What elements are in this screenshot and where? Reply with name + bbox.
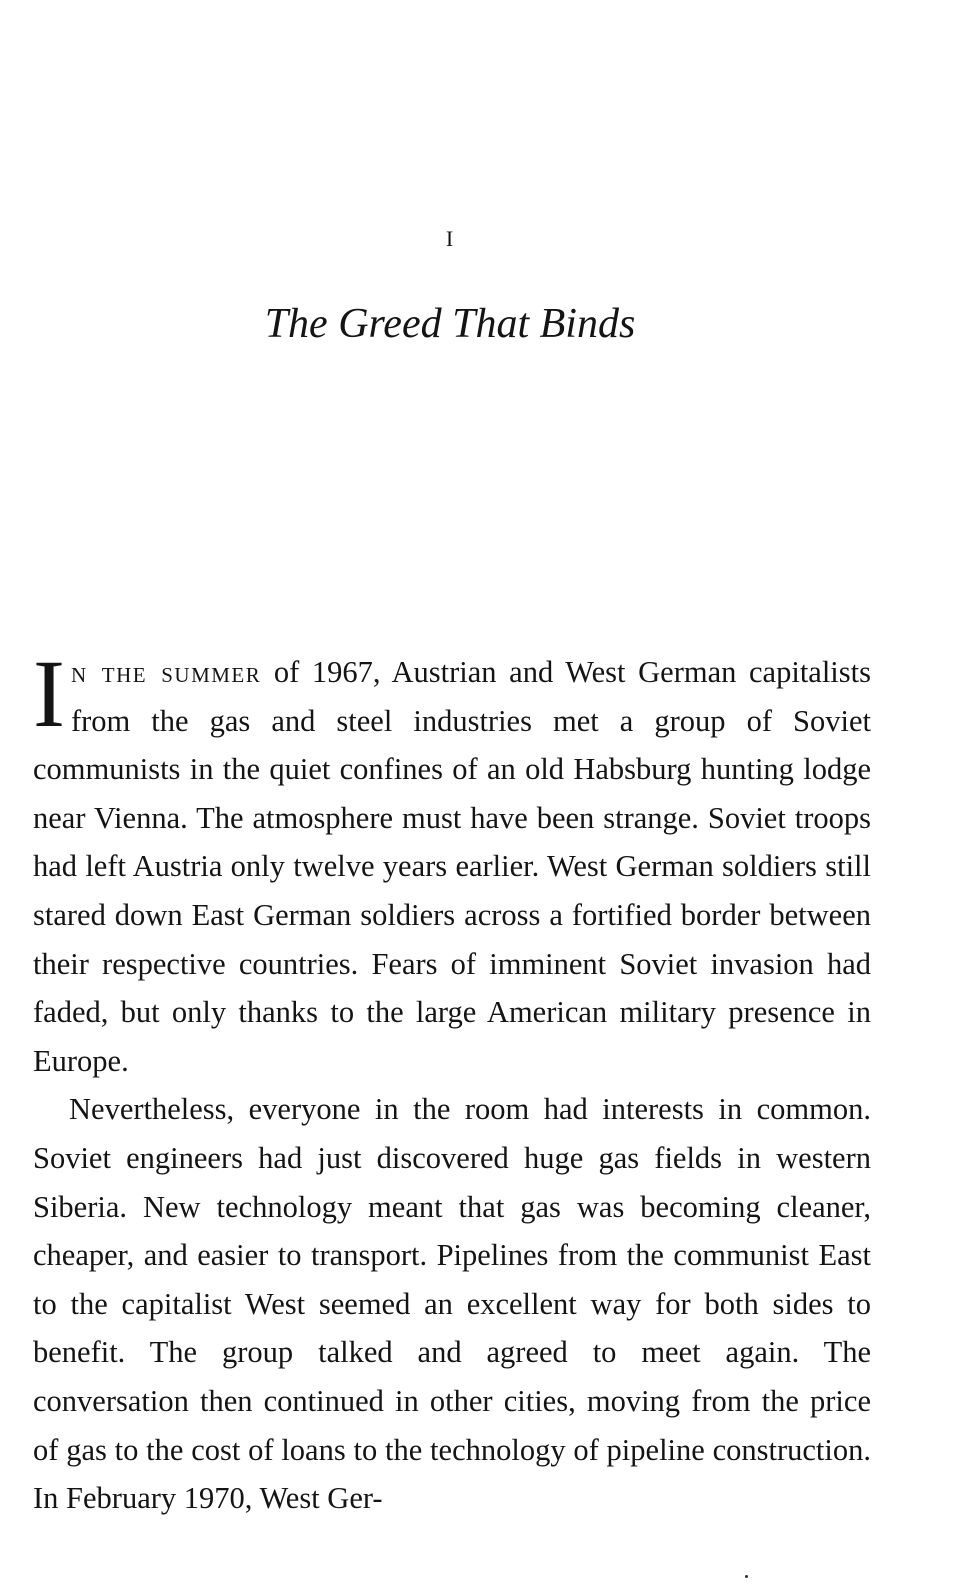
scan-speck bbox=[745, 1575, 748, 1578]
paragraph-1-text: of 1967, Austrian and West German capitalists from the gas and steel industries met a group of Soviet communists in the quiet confines of an old Habsburg hunting lodge near Vienna. The atmosphere must have been strange. Soviet troops had left Austria only twelve years earlier. West German soldiers still stared down East German soldiers across a fortified border between their respective countries. Fears of imminent Soviet invasion had faded, but only thanks to the large American military presence in Europe. bbox=[33, 655, 871, 1078]
body-text bbox=[33, 640, 871, 1523]
chapter-title: The Greed That Binds bbox=[264, 301, 636, 347]
paragraph-2: Nevertheless, everyone in the room had interests in common. Soviet engineers had just discovered huge gas fields in western Siberia. New technology meant that gas was becoming cleaner, cheaper, and easier to transport. Pipelines from the communist East to the capitalist West seemed an excellent way for both sides to benefit. The group talked and agreed to meet again. The conversation then continued in other cities, moving from the price of gas to the cost of loans to the technology of pipeline construction. In February 1970, West Ger- bbox=[33, 1092, 871, 1516]
paragraph-1 bbox=[33, 640, 871, 1085]
drop-cap: I bbox=[33, 640, 65, 747]
chapter-number: I bbox=[445, 226, 455, 251]
lead-in-smallcaps: n the summer bbox=[70, 655, 262, 689]
